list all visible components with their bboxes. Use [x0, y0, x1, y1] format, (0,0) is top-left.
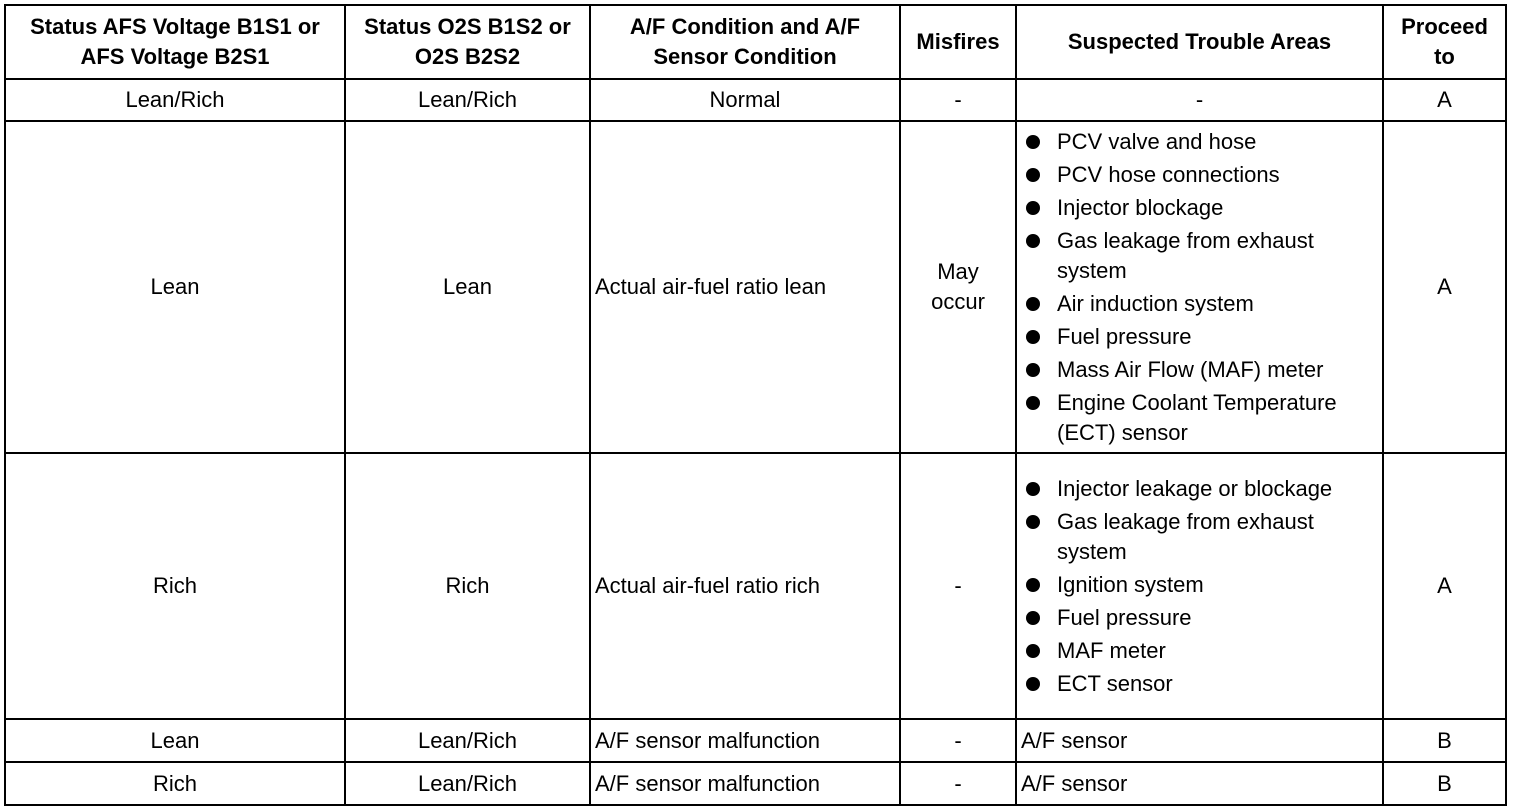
- cell-misfires: [900, 121, 1016, 453]
- table-row: [5, 453, 1506, 719]
- header-proceed-to: Proceed to: [1383, 5, 1506, 79]
- cell-o2s: Lean: [345, 121, 590, 453]
- cell-areas: [1016, 121, 1383, 453]
- cell-proceed: A: [1383, 453, 1506, 719]
- list-item: [1021, 193, 1378, 223]
- table-row: [5, 79, 1506, 121]
- bullet-icon: [1026, 515, 1040, 529]
- cell-afs: Lean: [5, 719, 345, 762]
- list-item: [1021, 226, 1378, 286]
- cell-proceed: B: [1383, 762, 1506, 805]
- bullet-icon: [1026, 330, 1040, 344]
- bullet-icon: [1026, 578, 1040, 592]
- trouble-area-text: Engine Coolant Temperature (ECT) sensor: [1057, 389, 1337, 445]
- cell-o2s: Lean/Rich: [345, 79, 590, 121]
- header-row: [5, 5, 1506, 79]
- bullet-icon: [1026, 234, 1040, 248]
- trouble-area-text: PCV valve and hose: [1057, 128, 1257, 154]
- cell-areas: A/F sensor: [1016, 762, 1383, 805]
- list-item: [1021, 636, 1378, 666]
- list-item: [1021, 603, 1378, 633]
- list-item: [1021, 160, 1378, 190]
- trouble-area-text: Gas leakage from exhaust system: [1057, 227, 1314, 283]
- cell-misfires: -: [900, 453, 1016, 719]
- bullet-icon: [1026, 135, 1040, 149]
- cell-o2s: Lean/Rich: [345, 719, 590, 762]
- cell-proceed: A: [1383, 121, 1506, 453]
- bullet-icon: [1026, 611, 1040, 625]
- trouble-area-text: Gas leakage from exhaust system: [1057, 508, 1314, 564]
- list-item: [1021, 127, 1378, 157]
- cell-misfires: -: [900, 719, 1016, 762]
- table-row: [5, 762, 1506, 805]
- trouble-area-text: Air induction system: [1057, 290, 1254, 316]
- cell-condition: Normal: [590, 79, 900, 121]
- misfires-text: May occur: [931, 259, 985, 314]
- bullet-icon: [1026, 168, 1040, 182]
- bullet-icon: [1026, 677, 1040, 691]
- trouble-area-text: Ignition system: [1057, 571, 1204, 597]
- list-item: [1021, 507, 1378, 567]
- header-afs-voltage: Status AFS Voltage B1S1 or AFS Voltage B2S1: [5, 5, 345, 79]
- cell-condition: A/F sensor malfunction: [590, 762, 900, 805]
- list-item: [1021, 322, 1378, 352]
- trouble-area-list: [1021, 474, 1378, 699]
- bullet-icon: [1026, 297, 1040, 311]
- cell-proceed: A: [1383, 79, 1506, 121]
- list-item: [1021, 570, 1378, 600]
- header-misfires: Misfires: [900, 5, 1016, 79]
- cell-misfires: -: [900, 79, 1016, 121]
- list-item: [1021, 474, 1378, 504]
- cell-afs: Lean: [5, 121, 345, 453]
- trouble-area-list: [1021, 127, 1378, 448]
- cell-condition: Actual air-fuel ratio rich: [590, 453, 900, 719]
- list-item: [1021, 669, 1378, 699]
- cell-o2s: Rich: [345, 453, 590, 719]
- trouble-area-text: ECT sensor: [1057, 670, 1173, 696]
- cell-condition: Actual air-fuel ratio lean: [590, 121, 900, 453]
- trouble-area-text: MAF meter: [1057, 637, 1166, 663]
- table-row: [5, 121, 1506, 453]
- bullet-icon: [1026, 644, 1040, 658]
- list-item: [1021, 388, 1378, 448]
- header-o2s-status: Status O2S B1S2 or O2S B2S2: [345, 5, 590, 79]
- trouble-table: [4, 4, 1507, 806]
- header-trouble-areas: Suspected Trouble Areas: [1016, 5, 1383, 79]
- list-item: [1021, 289, 1378, 319]
- header-af-condition: A/F Condition and A/F Sensor Condition: [590, 5, 900, 79]
- bullet-icon: [1026, 396, 1040, 410]
- cell-areas: -: [1016, 79, 1383, 121]
- cell-misfires: -: [900, 762, 1016, 805]
- trouble-area-text: PCV hose connections: [1057, 161, 1280, 187]
- bullet-icon: [1026, 482, 1040, 496]
- trouble-area-text: Fuel pressure: [1057, 604, 1192, 630]
- cell-areas: [1016, 453, 1383, 719]
- cell-areas: A/F sensor: [1016, 719, 1383, 762]
- bullet-icon: [1026, 201, 1040, 215]
- cell-afs: Rich: [5, 762, 345, 805]
- cell-condition: A/F sensor malfunction: [590, 719, 900, 762]
- cell-proceed: B: [1383, 719, 1506, 762]
- trouble-area-text: Mass Air Flow (MAF) meter: [1057, 356, 1324, 382]
- bullet-icon: [1026, 363, 1040, 377]
- list-item: [1021, 355, 1378, 385]
- trouble-area-text: Injector leakage or blockage: [1057, 475, 1333, 501]
- table-row: [5, 719, 1506, 762]
- trouble-area-text: Fuel pressure: [1057, 323, 1192, 349]
- cell-afs: Lean/Rich: [5, 79, 345, 121]
- cell-afs: Rich: [5, 453, 345, 719]
- trouble-area-text: Injector blockage: [1057, 194, 1224, 220]
- cell-o2s: Lean/Rich: [345, 762, 590, 805]
